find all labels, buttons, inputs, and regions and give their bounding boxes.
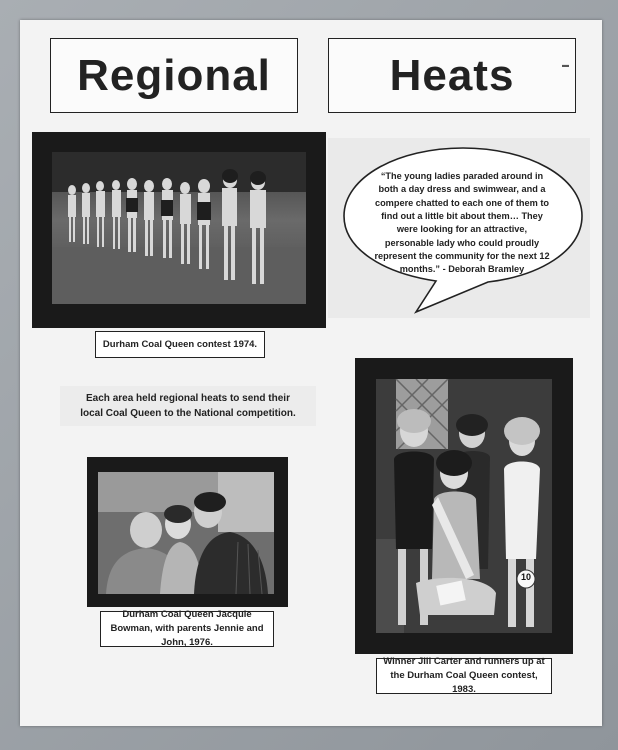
title-right: Heats [389, 50, 515, 100]
title-right-box [328, 38, 576, 113]
corner-mark: ▬ [562, 62, 569, 69]
caption-bowman-1976: Durham Coal Queen Jacquie Bowman, with parents Jennie and John, 1976. [100, 611, 274, 647]
photo-bowman-1976 [98, 472, 274, 594]
photo-carter-1983 [376, 379, 552, 633]
title-left-box [50, 38, 298, 113]
caption-contest-1974: Durham Coal Queen contest 1974. [95, 331, 265, 358]
photo-contest-1974 [52, 152, 306, 304]
caption-carter-1983: Winner Jill Carter and runners up at the Durham Coal Queen contest, 1983. [376, 658, 552, 694]
contestant-number-badge: 10 [520, 572, 531, 582]
title-left: Regional [77, 50, 271, 100]
info-text: Each area held regional heats to send their local Coal Queen to the National competition. [60, 386, 316, 426]
quote-text: “The young ladies paraded around in both a day dress and swimwear, and a compere chatted to each one of them to find out a little bit about them… They were looking for an attractive, personable lady who could proudly represent the community for the next 12 months.” - Deborah Bramley [374, 171, 550, 275]
